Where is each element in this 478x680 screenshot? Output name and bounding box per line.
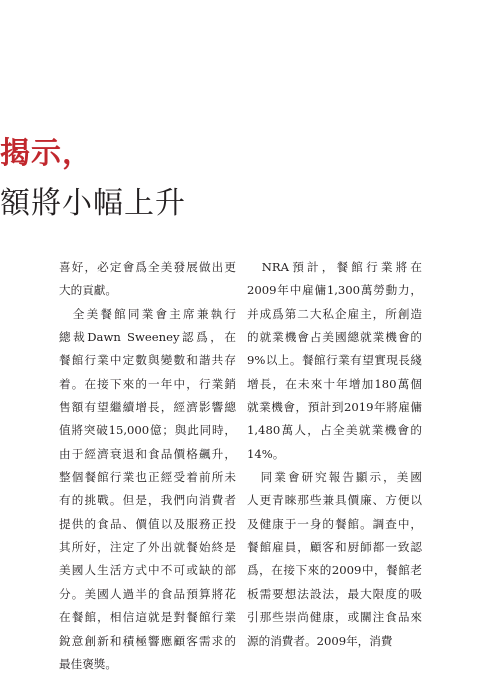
text-line: 由于經濟衰退和食品價格飆升， xyxy=(59,446,236,461)
text-line: 14%。 xyxy=(247,446,285,461)
text-line: 增長，在未來十年增加180萬個 xyxy=(247,376,422,391)
text-line: 引那些崇尚健康，或關注食品來 xyxy=(247,610,422,625)
text-line: 有的挑戰。但是，我們向消費者 xyxy=(59,493,236,508)
text-line: 售額有望繼續增長，經濟影響總 xyxy=(59,400,236,415)
text-line: 源的消費者。2009年，消費 xyxy=(247,633,393,648)
text-line: 銳意創新和積極響應顧客需求的 xyxy=(59,633,236,648)
text-line: 爲，在接下來的2009中，餐館老 xyxy=(247,563,422,578)
text-line: 餐館行業中定數與變數和諧共存 xyxy=(59,353,236,368)
text-line: 就業機會，預計到2019年將雇傭 xyxy=(247,400,422,415)
text-line: 的就業機會占美國總就業機會的 xyxy=(247,330,422,345)
text-line: 人更青睞那些兼具價廉、方便以 xyxy=(247,493,422,508)
text-line: 提供的食品、價值以及服務正投 xyxy=(59,516,236,531)
body-column-right xyxy=(247,256,422,653)
text-line: 2009年中雇傭1,300萬勞動力， xyxy=(247,283,422,298)
headline-line-1: 揭示， xyxy=(0,136,93,171)
headline-line-2: 額將小幅上升 xyxy=(0,186,186,221)
text-line: NRA預計，餐館行業將在 xyxy=(247,260,422,274)
body-column-left xyxy=(59,256,236,676)
text-line: 其所好，注定了外出就餐始終是 xyxy=(59,540,236,555)
text-line: 1,480萬人，占全美就業機會的 xyxy=(247,423,422,438)
text-line: 最佳褒獎。 xyxy=(59,656,117,671)
text-line: 餐館雇員，顧客和厨師都一致認 xyxy=(247,540,422,555)
text-line: 板需要想法設法，最大限度的吸 xyxy=(247,586,422,601)
text-line: 總裁Dawn Sweeney認爲，在 xyxy=(59,330,236,345)
text-line: 同業會研究報告顯示，美國 xyxy=(247,470,422,485)
text-line: 9%以上。餐館行業有望實現長綫 xyxy=(247,353,422,368)
text-line: 分。美國人過半的食品預算將花 xyxy=(59,586,236,601)
text-line: 着。在接下來的一年中，行業銷 xyxy=(59,376,236,391)
text-line: 及健康于一身的餐館。調查中， xyxy=(247,516,422,531)
text-line: 美國人生活方式中不可或缺的部 xyxy=(59,563,236,578)
text-line: 值將突破15,000億；與此同時， xyxy=(59,423,236,438)
text-line: 喜好，必定會爲全美發展做出更 xyxy=(59,260,236,274)
text-line: 整個餐館行業也正經受着前所未 xyxy=(59,470,236,485)
text-line: 在餐館，相信這就是對餐館行業 xyxy=(59,610,236,625)
text-line: 全美餐館同業會主席兼執行 xyxy=(59,306,236,321)
text-line: 大的貢獻。 xyxy=(59,283,117,298)
text-line: 并成爲第二大私企雇主，所創造 xyxy=(247,306,422,321)
